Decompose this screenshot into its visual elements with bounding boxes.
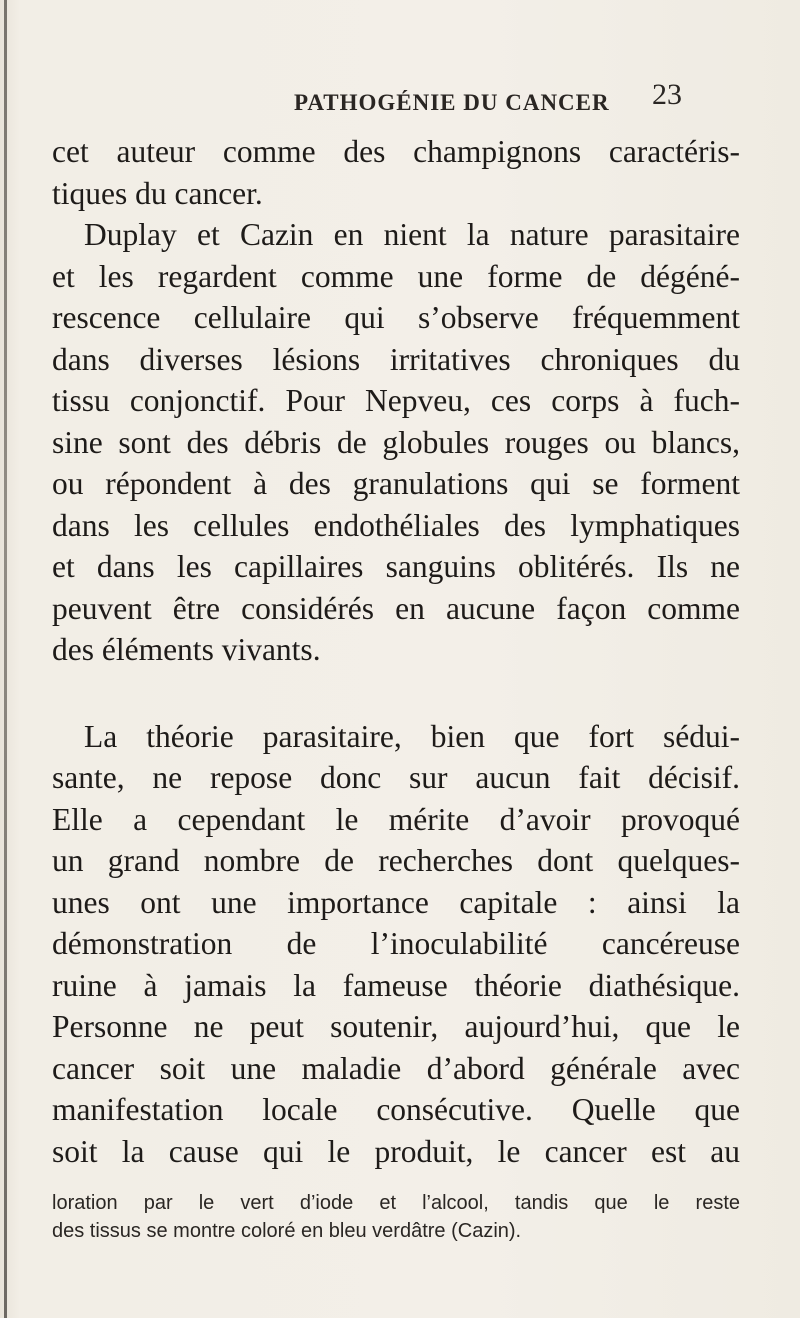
text-line: tiques du cancer.: [52, 175, 263, 211]
text-line: dans diverses lésions irritatives chroniques du: [52, 341, 740, 377]
binding-edge: [4, 0, 7, 1318]
text-line: Personne ne peut soutenir, aujourd’hui, que le: [52, 1009, 740, 1044]
text-line: Elle a cependant le mérite d’avoir provoqué: [52, 801, 740, 837]
page-header: [0, 78, 800, 124]
body-text: [52, 131, 740, 1172]
text-line: et les regardent comme une forme de dégéné-: [52, 258, 740, 294]
paragraph-1: [52, 131, 740, 671]
text-line: peuvent être considérés en aucune façon comme: [52, 590, 740, 626]
text-line: démonstration de l’inoculabilité cancéreuse: [52, 926, 740, 961]
text-line: rescence cellulaire qui s’observe fréquemment: [52, 300, 740, 335]
text-line: unes ont une importance capitale : ainsi la: [52, 884, 740, 920]
text-line: ruine à jamais la fameuse théorie diathésique.: [52, 967, 740, 1003]
footnote-line: des tissus se montre coloré en bleu verdâtre (Cazin).: [52, 1220, 522, 1242]
running-head: PATHOGÉNIE DU CANCER: [294, 90, 610, 115]
text-line: ou répondent à des granulations qui se forment: [52, 466, 740, 501]
text-line: cancer soit une maladie d’abord générale avec: [52, 1050, 740, 1086]
text-line: dans les cellules endothéliales des lymphatiques: [52, 507, 740, 543]
paragraph-gap: [52, 671, 740, 716]
text-line: Duplay et Cazin en nient la nature parasitaire: [84, 217, 740, 252]
text-line: un grand nombre de recherches dont quelques-: [52, 843, 740, 878]
footnote: [52, 1189, 740, 1245]
text-line: tissu conjonctif. Pour Nepveu, ces corps à fuch-: [52, 383, 740, 418]
text-line: sante, ne repose donc sur aucun fait décisif.: [52, 760, 740, 795]
text-line: La théorie parasitaire, bien que fort sédui-: [84, 718, 740, 754]
text-line: manifestation locale consécutive. Quelle que: [52, 1092, 740, 1127]
footnote-line: loration par le vert d’iode et l’alcool, tandis que le reste: [52, 1192, 740, 1214]
text-line: des éléments vivants.: [52, 632, 321, 667]
text-line: et dans les capillaires sanguins oblitérés. Ils ne: [52, 549, 740, 584]
paragraph-2: [52, 716, 740, 1173]
page-number: 23: [652, 78, 682, 111]
text-line: cet auteur comme des champignons caractéris-: [52, 134, 740, 169]
text-line: sine sont des débris de globules rouges ou blancs,: [52, 424, 740, 460]
text-line: soit la cause qui le produit, le cancer est au: [52, 1133, 740, 1169]
